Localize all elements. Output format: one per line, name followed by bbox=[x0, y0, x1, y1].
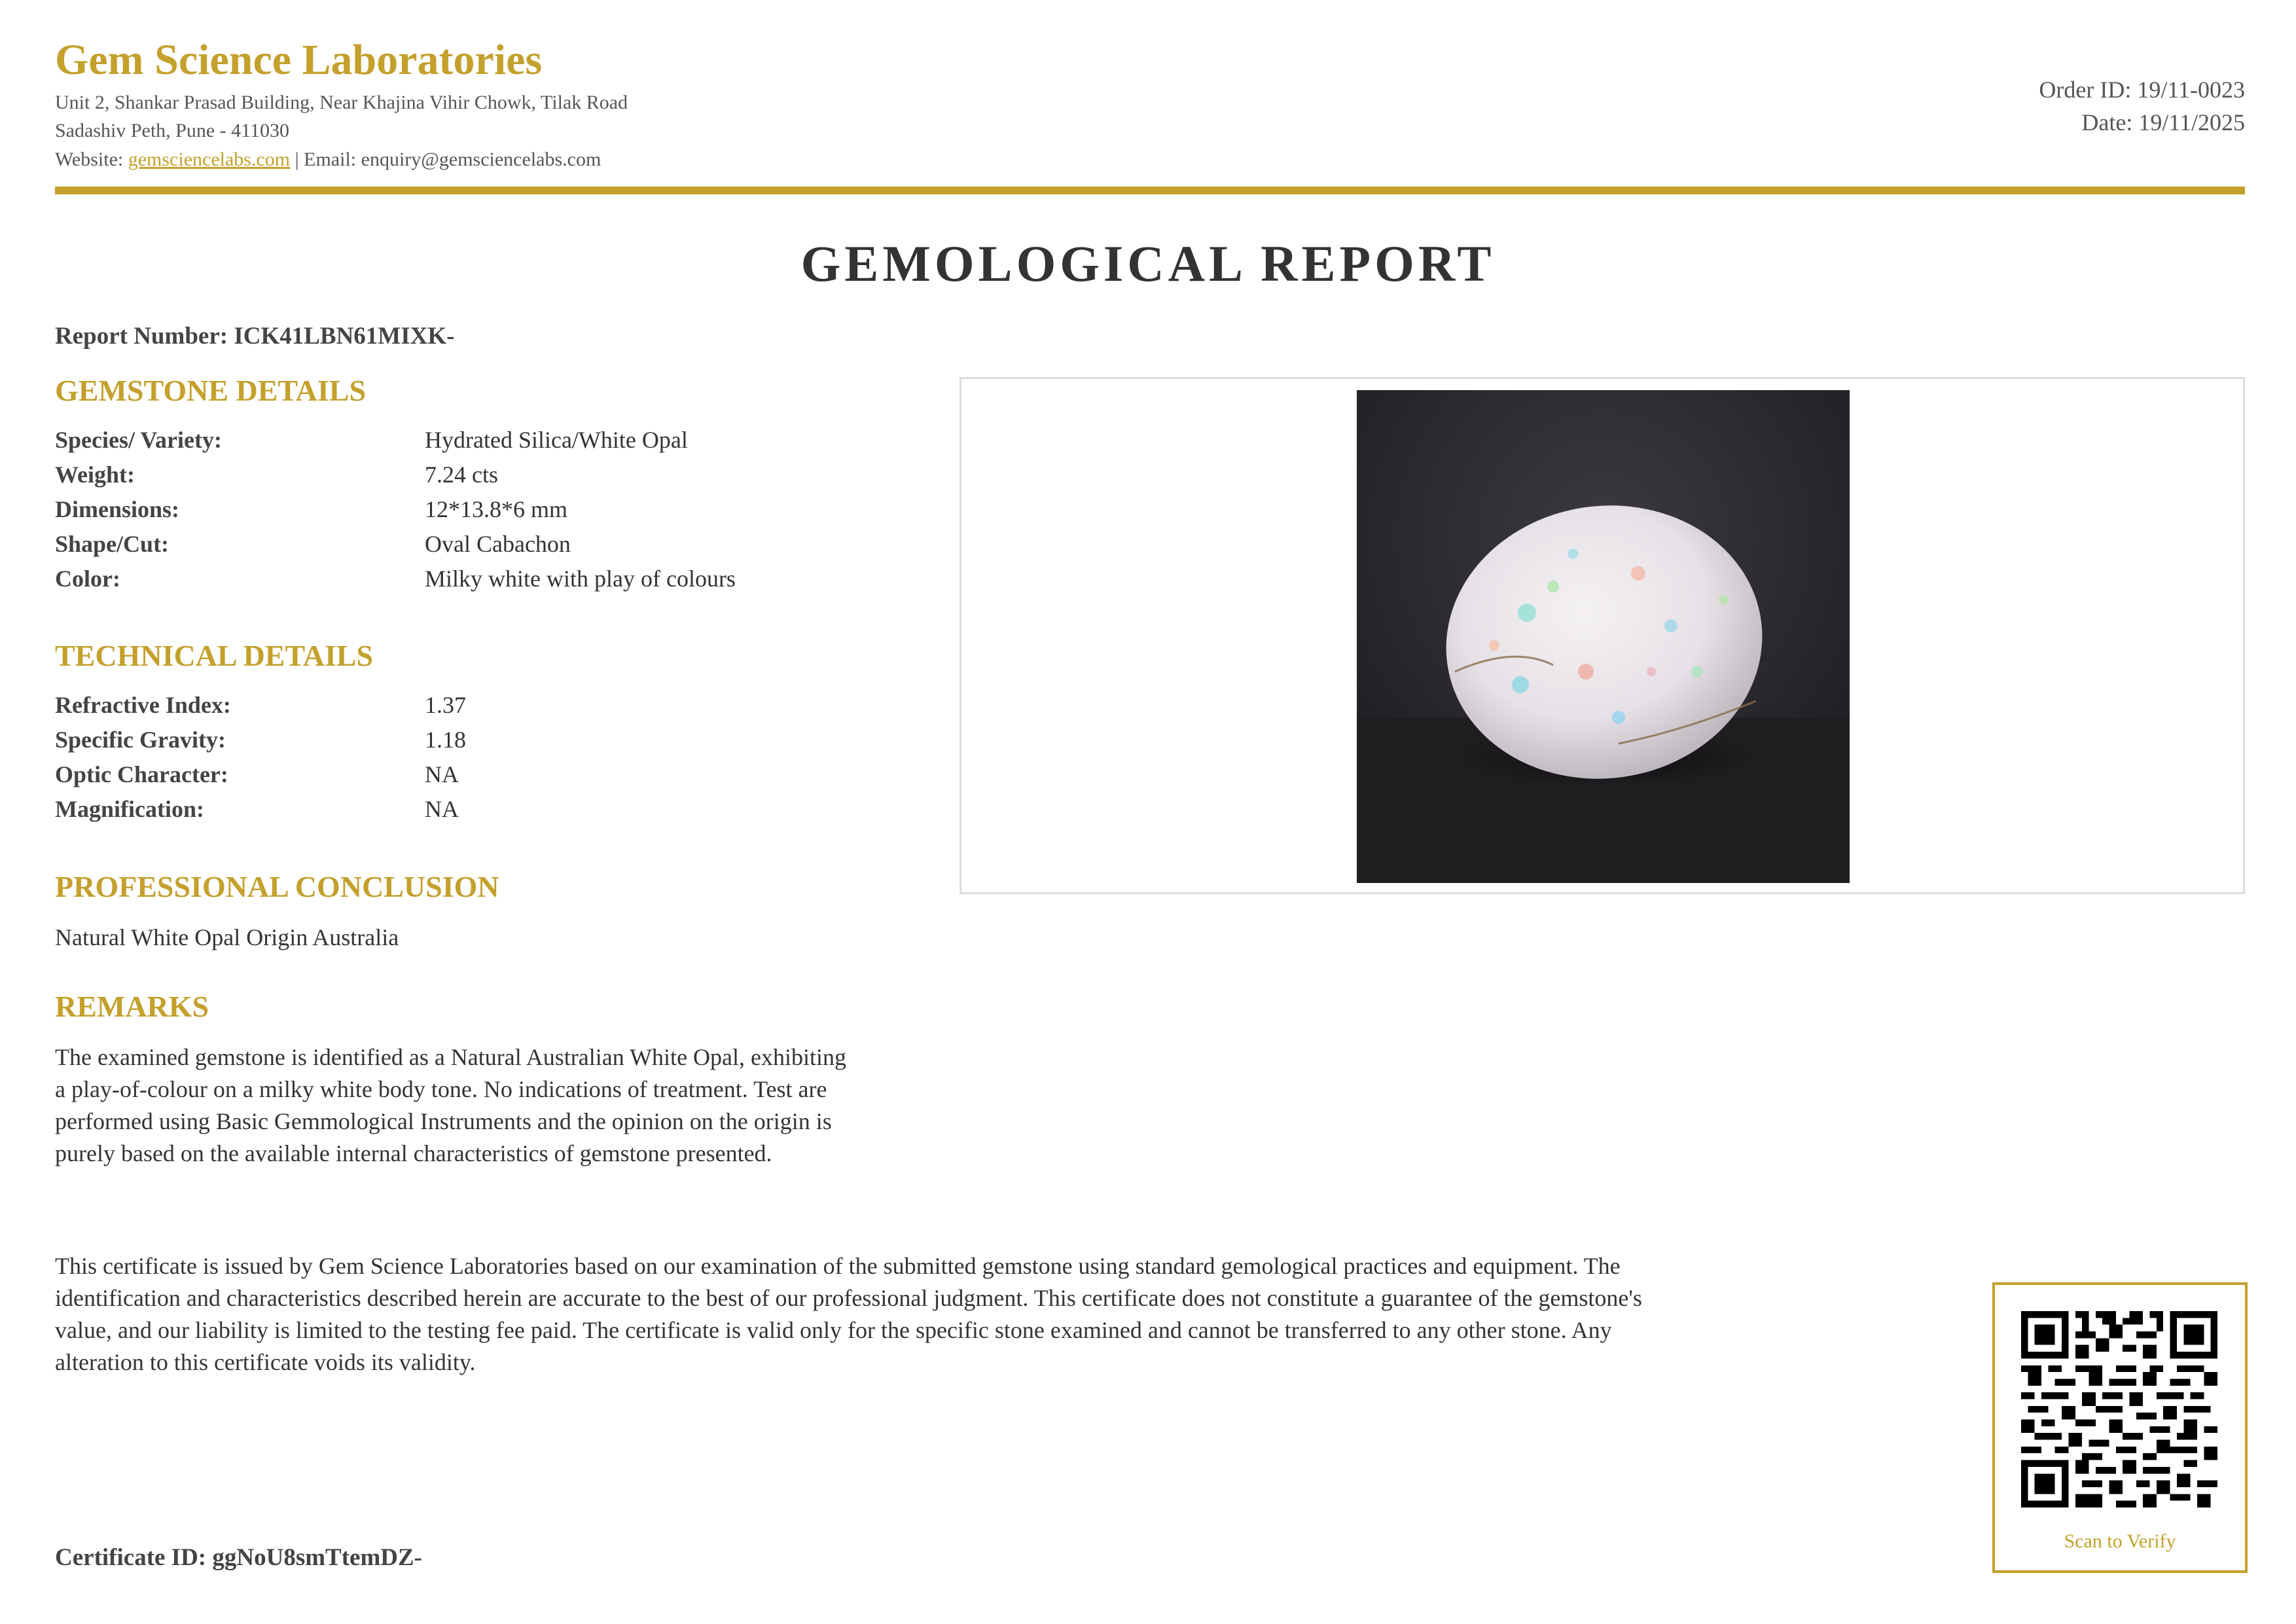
detail-label: Species/ Variety: bbox=[55, 427, 222, 453]
remarks-heading: REMARKS bbox=[55, 990, 209, 1023]
technical-row bbox=[55, 795, 906, 830]
detail-value: Hydrated Silica/White Opal bbox=[425, 427, 688, 453]
detail-row bbox=[55, 530, 906, 565]
technical-value: NA bbox=[425, 761, 459, 787]
detail-label: Dimensions: bbox=[55, 496, 180, 522]
technical-row bbox=[55, 726, 906, 761]
detail-value: Oval Cabachon bbox=[425, 531, 571, 557]
order-date: Date: 19/11/2025 bbox=[2081, 109, 2245, 135]
disclaimer-line: value, and our liability is limited to the testing fee paid. The certificate is valid only for the specific stone examined and cannot be transferred to any other stone. Any bbox=[55, 1317, 1612, 1343]
conclusion-text: Natural White Opal Origin Australia bbox=[55, 924, 399, 950]
lab-address-line1: Unit 2, Shankar Prasad Building, Near Khajina Vihir Chowk, Tilak Road bbox=[55, 92, 628, 113]
remarks-line: performed using Basic Gemmological Instruments and the opinion on the origin is bbox=[55, 1108, 832, 1134]
disclaimer-text bbox=[55, 1250, 1704, 1379]
disclaimer-line: alteration to this certificate voids its validity. bbox=[55, 1349, 476, 1375]
lab-contact bbox=[55, 149, 601, 171]
detail-label: Shape/Cut: bbox=[55, 531, 170, 557]
remarks-text bbox=[55, 1041, 919, 1170]
technical-details-heading: TECHNICAL DETAILS bbox=[55, 639, 374, 672]
remarks-line: purely based on the available internal characteristics of gemstone presented. bbox=[55, 1140, 772, 1166]
remarks-line: The examined gemstone is identified as a Natural Australian White Opal, exhibiting bbox=[55, 1044, 847, 1070]
detail-row bbox=[55, 461, 906, 496]
technical-label: Optic Character: bbox=[55, 761, 228, 787]
conclusion-heading: PROFESSIONAL CONCLUSION bbox=[55, 870, 499, 903]
website-label: Website: bbox=[55, 149, 124, 170]
technical-label: Specific Gravity: bbox=[55, 727, 226, 753]
detail-row bbox=[55, 565, 906, 600]
qr-code-icon[interactable] bbox=[2021, 1311, 2217, 1507]
gemstone-photo bbox=[1357, 390, 1850, 883]
qr-caption: Scan to Verify bbox=[2064, 1530, 2176, 1552]
detail-row bbox=[55, 426, 906, 461]
remarks-line: a play-of-colour on a milky white body tone. No indications of treatment. Test are bbox=[55, 1076, 827, 1102]
technical-row bbox=[55, 761, 906, 795]
disclaimer-line: This certificate is issued by Gem Science Laboratories based on our examination of the submitted gemstone using standard gemological practices and equipment. The bbox=[55, 1253, 1621, 1279]
certificate-id: Certificate ID: ggNoU8smTtemDZ- bbox=[55, 1544, 422, 1571]
order-id: Order ID: 19/11-0023 bbox=[2039, 77, 2245, 103]
technical-value: NA bbox=[425, 796, 459, 822]
report-title: GEMOLOGICAL REPORT bbox=[800, 235, 1496, 292]
email-text: | Email: enquiry@gemsciencelabs.com bbox=[295, 149, 601, 170]
detail-value: Milky white with play of colours bbox=[425, 566, 736, 592]
technical-label: Magnification: bbox=[55, 796, 204, 822]
technical-value: 1.18 bbox=[425, 727, 466, 753]
header-divider bbox=[55, 187, 2245, 194]
website-link[interactable]: gemsciencelabs.com bbox=[128, 149, 291, 170]
detail-label: Color: bbox=[55, 566, 120, 592]
lab-address-line2: Sadashiv Peth, Pune - 411030 bbox=[55, 120, 290, 141]
report-number: Report Number: ICK41LBN61MIXK- bbox=[55, 323, 455, 350]
technical-value: 1.37 bbox=[425, 692, 466, 718]
disclaimer-line: identification and characteristics described herein are accurate to the best of our professional judgment. This certificate does not constitute a guarantee of the gemstone's bbox=[55, 1285, 1642, 1311]
lab-name: Gem Science Laboratories bbox=[55, 36, 543, 84]
detail-value: 12*13.8*6 mm bbox=[425, 496, 568, 522]
technical-row bbox=[55, 691, 906, 726]
technical-label: Refractive Index: bbox=[55, 692, 231, 718]
gemstone-details-heading: GEMSTONE DETAILS bbox=[55, 374, 367, 407]
detail-row bbox=[55, 496, 906, 530]
detail-value: 7.24 cts bbox=[425, 461, 498, 488]
detail-label: Weight: bbox=[55, 461, 135, 488]
